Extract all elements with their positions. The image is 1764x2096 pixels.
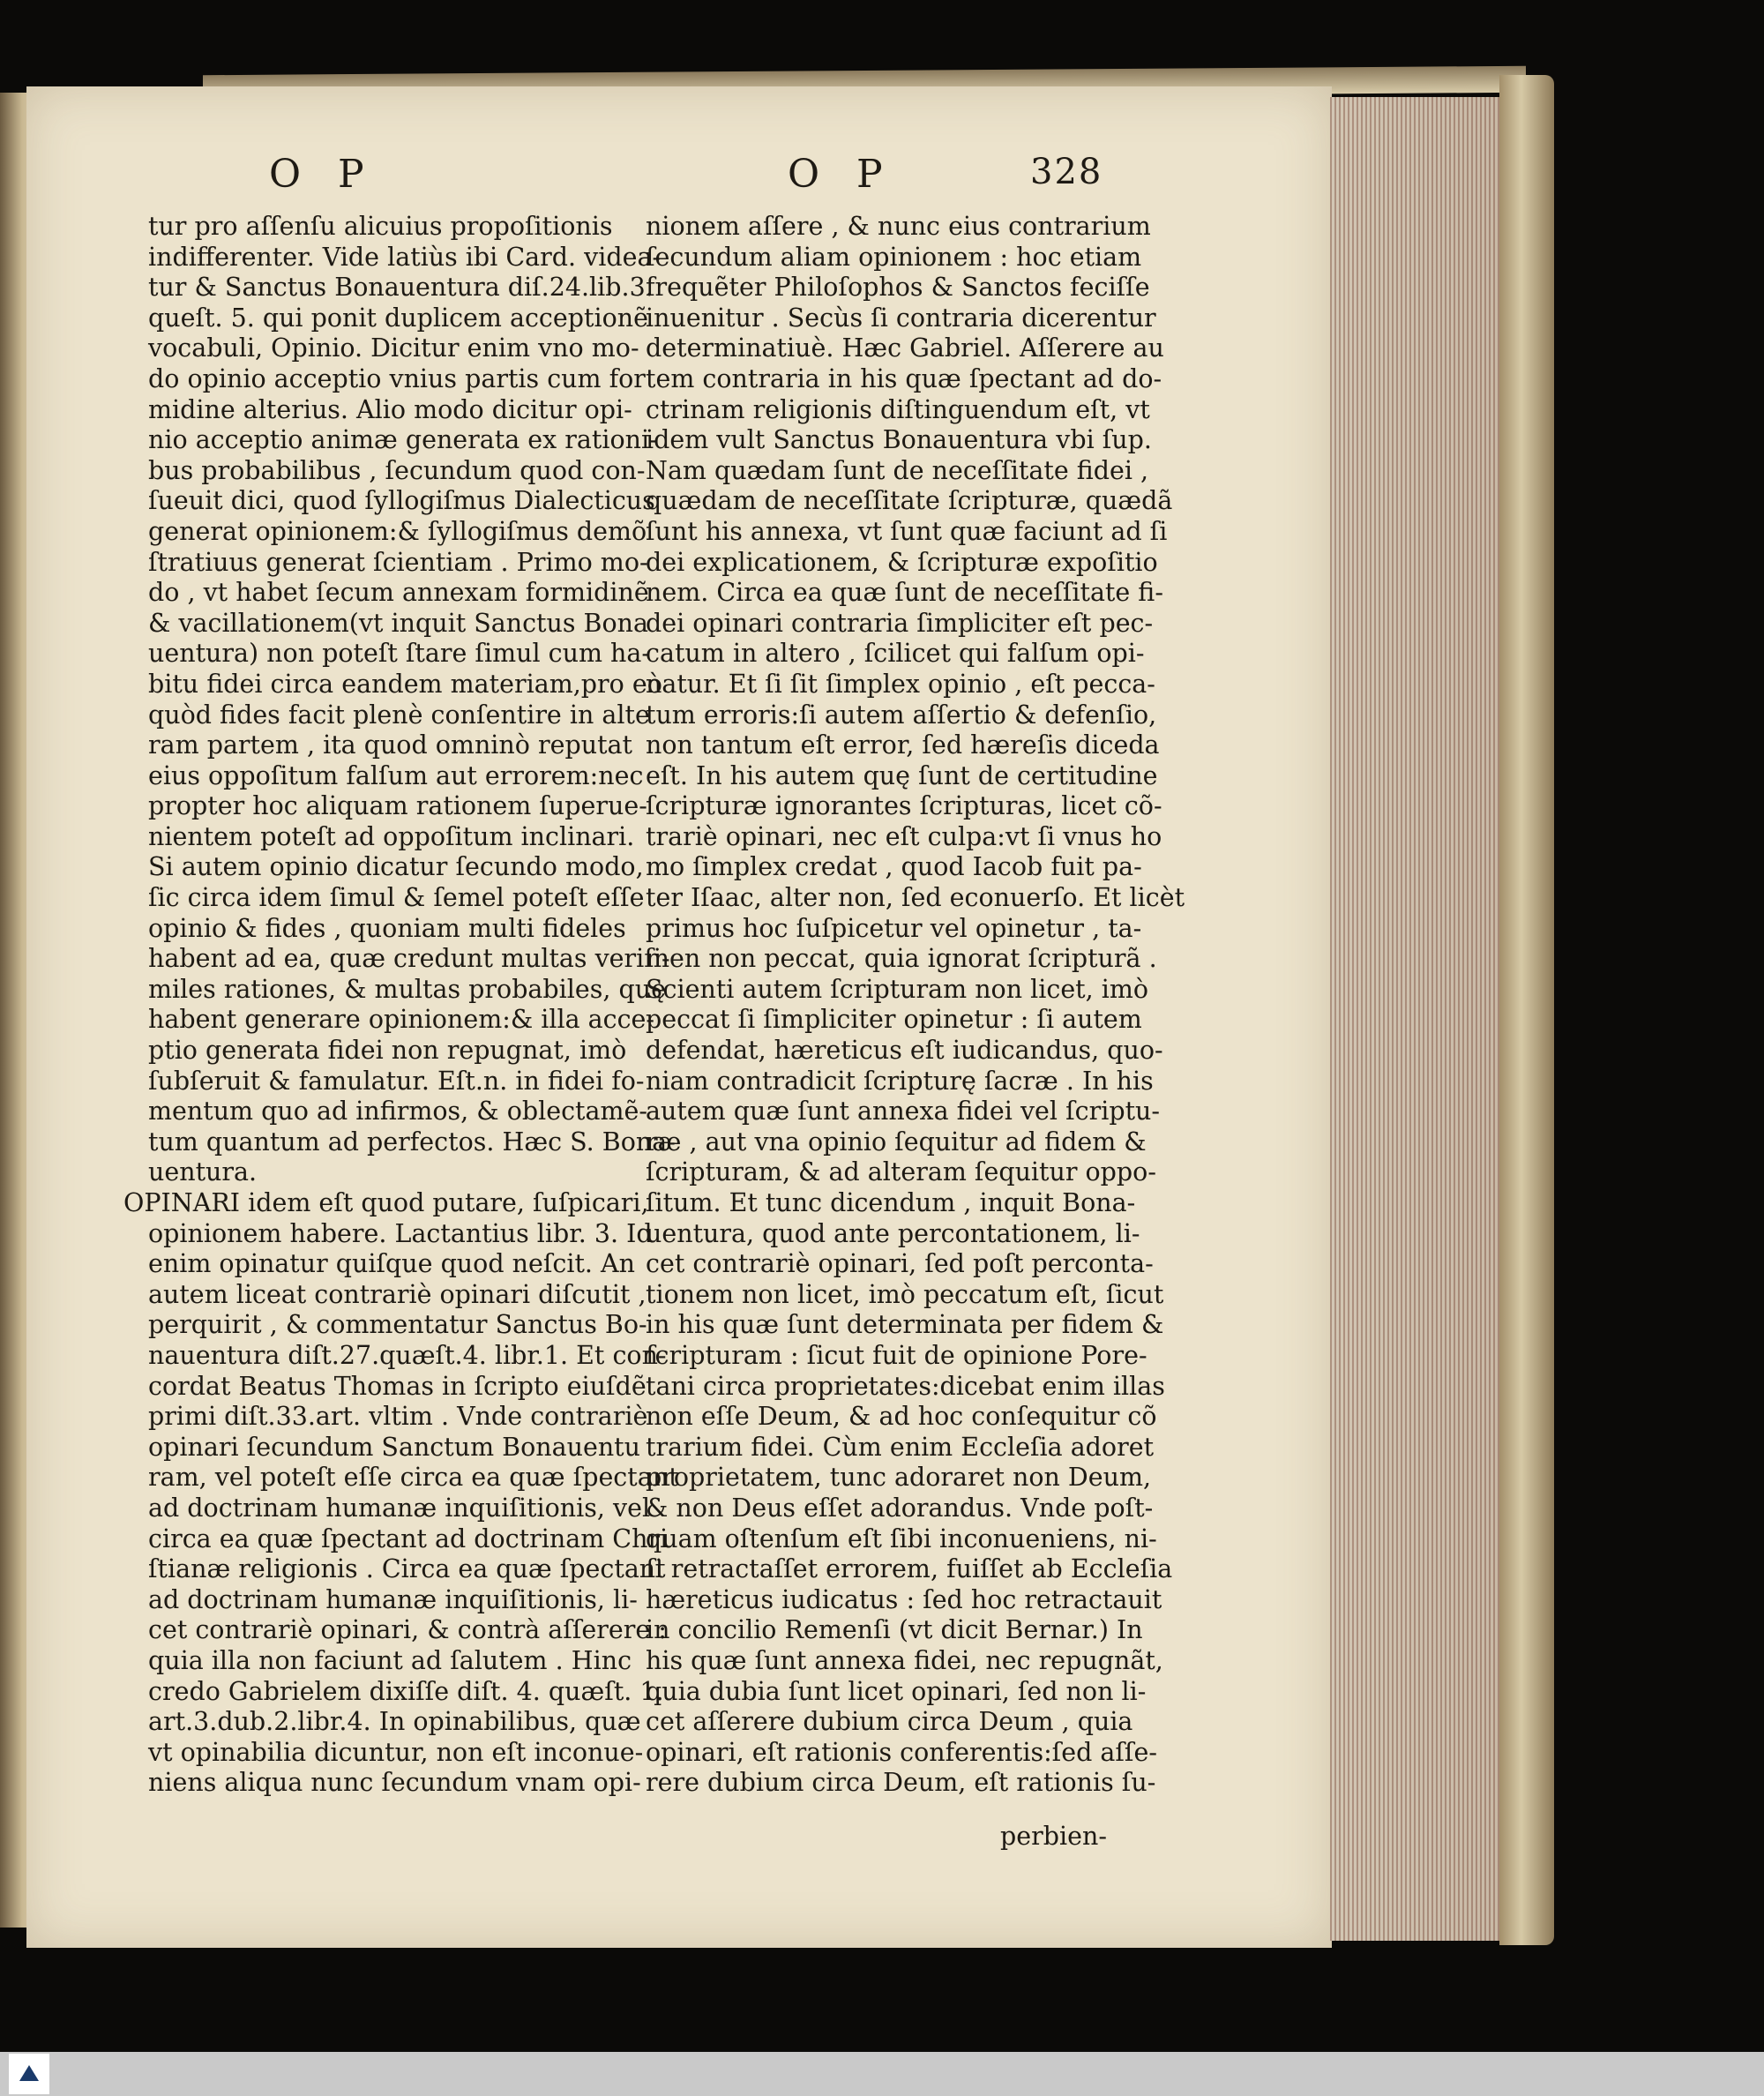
text-line: & vacillationem(vt inquit Sanctus Bona [148, 608, 648, 638]
text-line: ſcripturæ ignorantes ſcripturas, licet cõ- [646, 791, 1162, 821]
text-line: peccat ſi ſimpliciter opinetur : ſi autem [646, 1005, 1142, 1035]
text-line: tur pro aſſenſu alicuius propoſitionis [148, 212, 613, 241]
text-line: tum erroris:ſi autem aſſertio & defenſio, [646, 700, 1157, 730]
text-line: nionem aſſere , & nunc eius contrarium [646, 212, 1151, 241]
text-line: perquirit , & commentatur Sanctus Bo- [148, 1310, 647, 1340]
text-line: tionem non licet, imò peccatum eſt, ſicut [646, 1279, 1164, 1309]
text-line: miles rationes, & multas probabiles, quę [148, 974, 666, 1004]
text-line: idem vult Sanctus Bonauentura vbi ſup. [646, 425, 1152, 455]
text-line: opinari ſecundum Sanctum Bonauentu [148, 1432, 640, 1462]
text-line: primi diſt.33.art. vltim . Vnde contrariè [148, 1402, 648, 1432]
text-line: non tantum eſt error, ſed hæreſis diceda [646, 730, 1160, 760]
text-line: determinatiuè. Hæc Gabriel. Aſſerere au [646, 333, 1164, 363]
text-line: indifferenter. Vide latiùs ibi Card. videa- [148, 242, 662, 272]
text-line: enim opinatur quiſque quod neſcit. An [148, 1249, 635, 1279]
text-line: cet aſſerere dubium circa Deum , quia [646, 1707, 1133, 1737]
book-cover-edge [1499, 75, 1554, 1945]
text-line: bus probabilibus , ſecundum quod con- [148, 455, 646, 485]
text-line: ſtratiuus generat ſcientiam . Primo mo- [148, 547, 648, 577]
text-line: proprietatem, tunc adoraret non Deum, [646, 1463, 1152, 1493]
text-line: uentura. [148, 1157, 258, 1187]
text-line: ſecundum aliam opinionem : hoc etiam [646, 242, 1142, 272]
text-line: his quæ ſunt annexa fidei, nec repugnãt, [646, 1645, 1163, 1675]
text-line: habent generare opinionem:& illa acce- [148, 1005, 655, 1035]
text-line: bitu fidei circa eandem materiam,pro eò [148, 669, 662, 699]
text-line: ſic circa idem ſimul & ſemel poteſt eſſe [148, 883, 645, 913]
text-line: midine alterius. Alio modo dicitur opi- [148, 394, 632, 424]
text-line: non eſſe Deum, & ad hoc conſequitur cõ [646, 1402, 1157, 1432]
text-line: tani circa proprietates:dicebat enim illas [646, 1371, 1165, 1401]
page-number: 328 [1030, 152, 1103, 192]
text-line: autem liceat contrariè opinari diſcutit , [148, 1279, 647, 1309]
text-line: tur & Sanctus Bonauentura diſ.24.lib.3. [148, 273, 654, 303]
text-line: men non peccat, quia ignorat ſcripturã . [646, 944, 1157, 974]
text-line: eſt. In his autem quę ſunt de certitudine [646, 760, 1158, 790]
text-line: in concilio Remenſi (vt dicit Bernar.) In [646, 1615, 1143, 1645]
text-line: niam contradicit ſcripturę ſacræ . In his [646, 1066, 1154, 1096]
left-running-head: O P [269, 152, 377, 197]
text-line: do opinio acceptio vnius partis cum for [148, 363, 646, 393]
text-line: ctrinam religionis diſtinguendum eſt, vt [646, 394, 1150, 424]
text-line: ptio generata fidei non repugnat, imò [148, 1036, 627, 1066]
text-line: tem contraria in his quæ ſpectant ad do- [646, 363, 1162, 393]
text-line: ræ , aut vna opinio ſequitur ad fidem & [646, 1127, 1147, 1157]
text-line: quædam de neceſſitate ſcripturæ, quædã [646, 486, 1173, 516]
catchword: perbien- [1000, 1822, 1107, 1851]
text-line: niens aliqua nunc ſecundum vnam opi- [148, 1768, 641, 1798]
text-line: frequẽter Philoſophos & Sanctos feciſſe [646, 273, 1150, 303]
text-line: queſt. 5. qui ponit duplicem acceptionẽ [148, 303, 648, 333]
text-line: ſcripturam : ſicut fuit de opinione Pore- [646, 1340, 1147, 1370]
left-text-column [123, 212, 679, 1799]
text-line: inuenitur . Secùs ſi contraria dicerentur [646, 303, 1156, 333]
text-line: circa ea quæ ſpectant ad doctrinam Chri [148, 1523, 669, 1553]
text-line: hæreticus iudicatus : ſed hoc retractauit [646, 1584, 1162, 1614]
text-line: do , vt habet ſecum annexam formidinẽ [148, 578, 649, 608]
right-running-head: O P [788, 152, 895, 197]
text-line: nientem poteſt ad oppoſitum inclinari. [148, 821, 635, 851]
text-line: Scienti autem ſcripturam non licet, imò [646, 974, 1149, 1004]
text-line: opinio & fides , quoniam multi fideles [148, 913, 626, 943]
text-line: tum quantum ad perfectos. Hæc S. Bona- [148, 1127, 676, 1157]
text-line: ram, vel poteſt eſſe circa ea quæ ſpectant [148, 1463, 679, 1493]
text-line: ſcripturam, & ad alteram ſequitur oppo- [646, 1157, 1156, 1187]
text-line: rere dubium circa Deum, eſt rationis ſu- [646, 1768, 1156, 1798]
library-logo-icon [9, 2054, 49, 2094]
text-line: art.3.dub.2.libr.4. In opinabilibus, quæ [148, 1707, 641, 1737]
text-line: nio acceptio animæ generata ex rationi- [148, 425, 658, 455]
text-line: eius oppoſitum falſum aut errorem:nec [148, 760, 644, 790]
book-fore-edge [1330, 97, 1506, 1941]
text-line: quòd fides facit plenè conſentire in alte [148, 700, 650, 730]
text-line: primus hoc ſuſpicetur vel opinetur , ta- [646, 913, 1142, 943]
text-line: in his quæ ſunt determinata per fidem & [646, 1310, 1164, 1340]
text-line: trarium fidei. Cùm enim Eccleſia adoret [646, 1432, 1155, 1462]
text-line: autem quæ ſunt annexa fidei vel ſcriptu- [646, 1097, 1161, 1127]
text-line: ſubſeruit & famulatur. Eſt.n. in fidei fo- [148, 1066, 645, 1096]
text-line: trariè opinari, nec eſt culpa:vt ſi vnus ho [646, 821, 1162, 851]
text-line: ſitum. Et tunc dicendum , inquit Bona- [646, 1188, 1136, 1217]
text-line: defendat, hæreticus eſt iudicandus, quo- [646, 1036, 1163, 1066]
text-line: ad doctrinam humanæ inquiſitionis, li- [148, 1584, 638, 1614]
text-line: uentura) non poteſt ſtare ſimul cum ha- [148, 639, 651, 669]
text-line: ad doctrinam humanæ inquiſitionis, vel [148, 1493, 651, 1523]
text-line: Nam quædam ſunt de neceſſitate fidei , [646, 455, 1149, 485]
text-line: ſtianæ religionis . Circa ea quæ ſpectant [148, 1554, 666, 1584]
text-line: quia illa non faciunt ad ſalutem . Hinc [148, 1645, 632, 1675]
text-line: cet contrariè opinari, ſed poſt perconta- [646, 1249, 1154, 1279]
text-line: dei explicationem, & ſcripturæ expoſitio [646, 547, 1158, 577]
text-line: ſi retractaſſet errorem, fuiſſet ab Eccleſia [646, 1554, 1173, 1584]
text-line: dei opinari contraria ſimpliciter eſt pec- [646, 608, 1154, 638]
right-text-column [646, 212, 1185, 1799]
text-line: ſueuit dici, quod ſyllogiſmus Dialecticus [148, 486, 655, 516]
text-line: natur. Et ſi ſit ſimplex opinio , eſt pecca- [646, 669, 1155, 699]
text-line: mo ſimplex credat , quod Iacob fuit pa- [646, 852, 1142, 882]
text-line: opinari, eſt rationis conferentis:ſed aſſe- [646, 1737, 1157, 1767]
viewer-footer-bar [0, 2052, 1764, 2096]
text-line: cordat Beatus Thomas in ſcripto eiuſdẽ [148, 1371, 647, 1401]
text-line: habent ad ea, quæ credunt multas veriſi- [148, 944, 670, 974]
text-line: ram partem , ita quod omninò reputat [148, 730, 632, 760]
text-line: catum in altero , ſcilicet qui falſum opi- [646, 639, 1145, 669]
text-line: OPINARI idem eſt quod putare, ſuſpicari, [123, 1188, 649, 1217]
text-line: & non Deus eſſet adorandus. Vnde poſt- [646, 1493, 1154, 1523]
text-line: cet contrariè opinari, & contrà aſſerere : [148, 1615, 667, 1645]
text-line: ſunt his annexa, vt ſunt quæ faciunt ad ſi [646, 516, 1168, 546]
text-line: propter hoc aliquam rationem ſuperue- [148, 791, 647, 821]
text-line: vt opinabilia dicuntur, non eſt inconue- [148, 1737, 644, 1767]
text-line: quam oſtenſum eſt ſibi inconueniens, ni- [646, 1523, 1157, 1553]
text-line: quia dubia ſunt licet opinari, ſed non li- [646, 1676, 1147, 1706]
text-line: vocabuli, Opinio. Dicitur enim vno mo- [148, 333, 639, 363]
text-line: generat opinionem:& ſyllogiſmus demõ [148, 516, 647, 546]
text-line: opinionem habere. Lactantius libr. 3. Id [148, 1218, 653, 1248]
text-line: ter Iſaac, alter non, ſed econuerſo. Et licèt [646, 883, 1185, 913]
text-line: nem. Circa ea quæ ſunt de neceſſitate fi- [646, 578, 1163, 608]
text-line: nauentura diſt.27.quæſt.4. libr.1. Et con- [148, 1340, 667, 1370]
text-line: Si autem opinio dicatur ſecundo modo, [148, 852, 644, 882]
text-line: uentura, quod ante percontationem, li- [646, 1218, 1140, 1248]
text-line: mentum quo ad infirmos, & oblectamẽ- [148, 1097, 648, 1127]
text-line: credo Gabrielem dixiſſe diſt. 4. quæſt. 1. [148, 1676, 664, 1706]
